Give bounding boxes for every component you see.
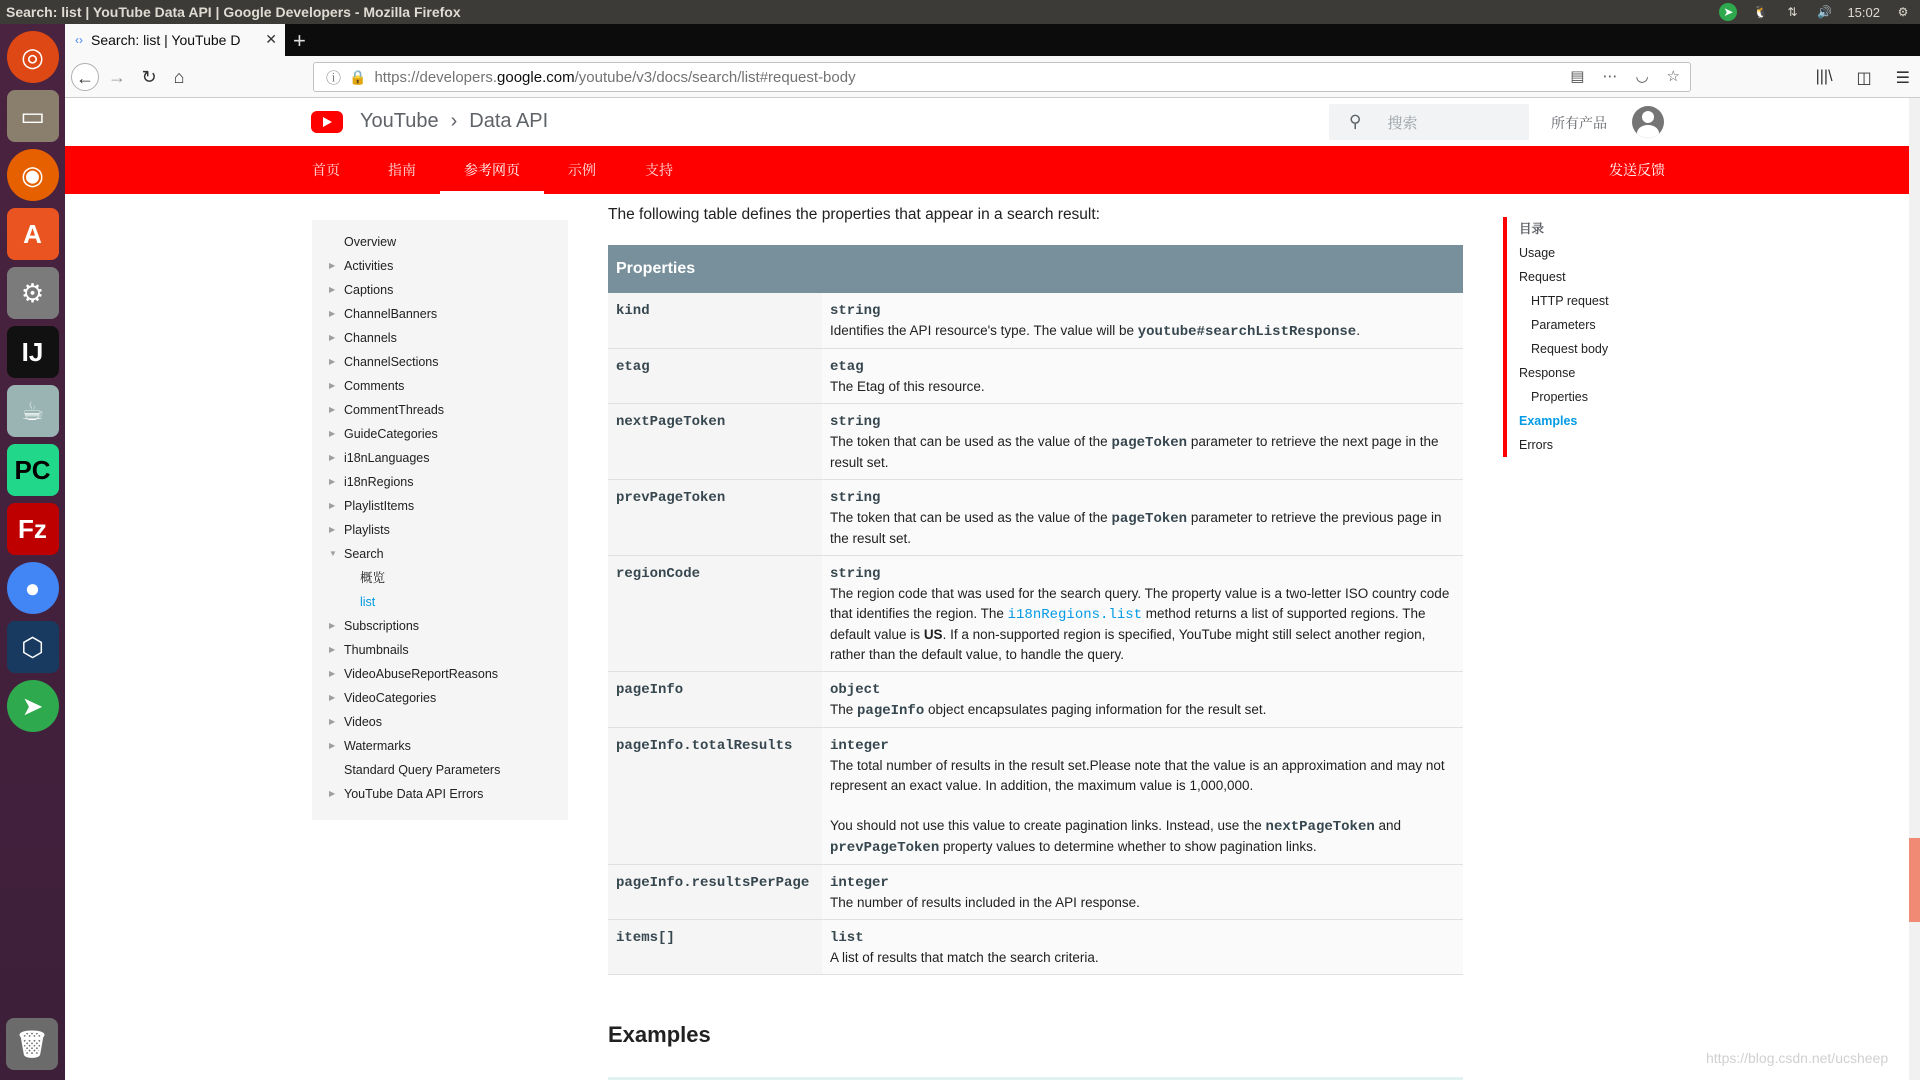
tab-guides[interactable]: 指南 xyxy=(388,162,416,178)
tab-reference[interactable]: 参考网页 xyxy=(440,146,544,194)
breadcrumb xyxy=(360,110,548,133)
property-type: etag xyxy=(830,359,864,375)
leftnav-item-thumbnails[interactable] xyxy=(312,638,568,662)
property-description xyxy=(822,293,1463,349)
library-icon[interactable]: |||\ xyxy=(1815,68,1833,85)
leftnav-label: VideoAbuseReportReasons xyxy=(344,667,499,681)
virtualbox-icon[interactable]: ⬡ xyxy=(7,621,59,673)
property-name: pageInfo.totalResults xyxy=(608,728,822,865)
toc-item-parameters[interactable]: Parameters xyxy=(1531,318,1596,332)
description-text: You should not use this value to create pagination links. Instead, use the xyxy=(830,818,1266,833)
close-tab-icon[interactable]: ✕ xyxy=(265,31,277,47)
description-text: The number of results included in the API response. xyxy=(830,895,1140,910)
i18nregions-list-link[interactable]: i18nRegions.list xyxy=(1007,607,1143,623)
leftnav-item-videocategories[interactable] xyxy=(312,686,568,710)
leftnav-label: Subscriptions xyxy=(344,619,420,633)
description-text: . xyxy=(1356,323,1360,338)
table-row xyxy=(608,728,1463,865)
code-value: nextPageToken xyxy=(1265,819,1375,835)
expand-arrow-icon: ▶ xyxy=(329,741,336,750)
youtube-logo-icon[interactable] xyxy=(311,111,343,133)
pycharm-icon[interactable]: PC xyxy=(7,444,59,496)
leftnav-label: VideoCategories xyxy=(344,691,437,705)
property-type: string xyxy=(830,490,881,506)
leftnav-item-channels[interactable] xyxy=(312,326,568,350)
property-type: list xyxy=(830,930,864,946)
leftnav-item-subscriptions[interactable] xyxy=(312,614,568,638)
settings-gear-icon[interactable]: ⚙ xyxy=(1897,5,1909,19)
expand-arrow-icon: ▶ xyxy=(329,717,336,726)
intro-text: The following table defines the properties that appear in a search result: xyxy=(608,206,1100,223)
description-text: Identifies the API resource's type. The value will be xyxy=(830,323,1138,338)
url-bar[interactable] xyxy=(313,62,1691,92)
toolbar-right xyxy=(1816,68,1910,88)
web-page xyxy=(65,98,1909,1080)
leftnav-label: Captions xyxy=(344,283,394,297)
leftnav-item-commentthreads[interactable] xyxy=(312,398,568,422)
property-type: object xyxy=(830,682,881,698)
site-tabs xyxy=(65,146,1909,194)
expand-arrow-icon: ▶ xyxy=(329,429,336,438)
filezilla-icon[interactable]: Fz xyxy=(7,503,59,555)
telegram-icon[interactable]: ➤ xyxy=(7,680,59,732)
property-name: kind xyxy=(608,293,822,349)
leftnav-label: Standard Query Parameters xyxy=(344,763,501,777)
account-avatar-icon[interactable] xyxy=(1632,106,1664,138)
table-row xyxy=(608,480,1463,556)
description-paragraph: The total number of results in the result set.Please note that the value is an approximation and may not represent an exact value. In addition, the maximum value is 1,000,000. xyxy=(830,758,1445,793)
code-value: prevPageToken xyxy=(830,840,940,856)
toc-item-usage[interactable]: Usage xyxy=(1519,246,1556,260)
all-products-link[interactable]: 所有产品 xyxy=(1551,115,1607,131)
sidebar-icon[interactable]: ◫ xyxy=(1856,70,1872,87)
leftnav-label: Playlists xyxy=(344,523,390,537)
brand-youtube[interactable]: YouTube xyxy=(360,110,439,132)
leftnav-item-watermarks[interactable] xyxy=(312,734,568,758)
volume-icon[interactable]: 🔊 xyxy=(1816,5,1832,19)
pocket-icon[interactable]: ◡ xyxy=(1635,68,1649,85)
properties-table xyxy=(608,245,1463,975)
trash-icon[interactable]: 🗑 xyxy=(6,1018,58,1070)
leftnav-label: Activities xyxy=(344,259,394,273)
table-header: Properties xyxy=(608,245,1463,293)
leftnav-label: i18nRegions xyxy=(344,475,414,489)
search-input[interactable] xyxy=(1329,104,1529,140)
leftnav-item-standard-query-parameters[interactable] xyxy=(312,758,568,782)
leftnav-item-search-list[interactable] xyxy=(312,590,568,614)
expand-arrow-icon: ▶ xyxy=(329,477,336,486)
description-text: property values to determine whether to show pagination links. xyxy=(939,839,1317,854)
leftnav-label: Overview xyxy=(344,235,397,249)
telegram-tray-icon[interactable]: ➤ xyxy=(1719,3,1737,21)
browser-chrome xyxy=(65,24,1920,98)
leftnav-label: Watermarks xyxy=(344,739,411,753)
leftnav-label: Search xyxy=(344,547,384,561)
reload-icon[interactable]: ↻ xyxy=(141,67,157,87)
code-value: youtube#searchListResponse xyxy=(1137,324,1357,340)
leftnav-label: i18nLanguages xyxy=(344,451,430,465)
expand-arrow-icon: ▶ xyxy=(329,693,336,702)
url-prefix: https://developers. xyxy=(374,68,498,86)
examples-heading: Examples xyxy=(608,1022,711,1047)
expand-arrow-icon: ▶ xyxy=(329,645,336,654)
ubuntu-dash-icon[interactable]: ◎ xyxy=(7,31,59,83)
search-placeholder: 搜索 xyxy=(1387,114,1418,132)
property-description xyxy=(822,349,1463,404)
leftnav-item-playlistitems[interactable] xyxy=(312,494,568,518)
leftnav-item-guidecategories[interactable] xyxy=(312,422,568,446)
home-icon[interactable]: ⌂ xyxy=(173,67,185,87)
url-bar-actions xyxy=(1570,67,1680,85)
property-type: string xyxy=(830,414,881,430)
description-text: . If a non-supported region is specified, YouTube might still select another region, rather than the default value, to handle the query. xyxy=(830,627,1426,662)
table-row xyxy=(608,349,1463,404)
window-title: Search: list | YouTube Data API | Google Developers - Mozilla Firefox xyxy=(6,4,461,20)
property-name: etag xyxy=(608,349,822,404)
system-top-bar xyxy=(0,0,1920,24)
chrome-icon[interactable]: ● xyxy=(7,562,59,614)
toc-item-request[interactable]: Request xyxy=(1519,270,1566,284)
tab-favicon-icon: ‹› xyxy=(75,33,83,47)
system-settings-icon[interactable]: ⚙ xyxy=(7,267,59,319)
description-text: parameter to retrieve the previous page in the result set. xyxy=(830,510,1442,546)
leftnav-item-search-overview[interactable] xyxy=(312,566,568,590)
property-type: integer xyxy=(830,738,889,754)
code-value: pageToken xyxy=(1111,435,1188,451)
table-row xyxy=(608,865,1463,920)
toc-item-errors[interactable]: Errors xyxy=(1519,438,1554,452)
toc-title: 目录 xyxy=(1519,222,1545,236)
property-name: prevPageToken xyxy=(608,480,822,556)
leftnav-item-channelsections[interactable] xyxy=(312,350,568,374)
reader-view-icon[interactable]: ▤ xyxy=(1570,68,1585,85)
watermark-text: https://blog.csdn.net/ucsheep xyxy=(1706,1050,1889,1066)
network-icon[interactable]: ⇅ xyxy=(1787,5,1798,19)
leftnav-item-i18nlanguages[interactable] xyxy=(312,446,568,470)
leftnav-item-comments[interactable] xyxy=(312,374,568,398)
tab-title: Search: list | YouTube D xyxy=(91,32,241,48)
description-text: and xyxy=(1374,818,1402,833)
tab-home[interactable]: 首页 xyxy=(312,162,340,178)
expand-arrow-icon: ▶ xyxy=(329,453,336,462)
description-text: The token that can be used as the value of the xyxy=(830,434,1112,449)
description-text: object encapsulates paging information for the result set. xyxy=(924,702,1267,717)
leftnav-label: list xyxy=(360,595,376,609)
code-value: pageInfo xyxy=(857,703,925,719)
leftnav-label: Thumbnails xyxy=(344,643,409,657)
description-text: The xyxy=(830,702,858,717)
leftnav-item-playlists[interactable] xyxy=(312,518,568,542)
forward-arrow-icon[interactable]: → xyxy=(108,67,126,87)
description-text: The token that can be used as the value of the xyxy=(830,510,1112,525)
tab-support[interactable]: 支持 xyxy=(645,162,673,178)
expand-arrow-icon: ▶ xyxy=(329,405,336,414)
tab-samples[interactable]: 示例 xyxy=(568,162,596,178)
property-description xyxy=(822,480,1463,556)
ubuntu-launcher xyxy=(0,24,65,1080)
property-name: regionCode xyxy=(608,556,822,672)
firefox-icon[interactable]: ◉ xyxy=(7,149,59,201)
table-row xyxy=(608,672,1463,728)
leftnav-item-search[interactable] xyxy=(312,542,568,566)
leftnav-label: 概览 xyxy=(360,571,386,585)
navigation-bar xyxy=(65,56,1920,98)
expand-arrow-icon: ▶ xyxy=(329,333,336,342)
property-description xyxy=(822,865,1463,920)
leftnav-label: YouTube Data API Errors xyxy=(344,787,484,801)
property-name: pageInfo xyxy=(608,672,822,728)
expand-arrow-icon: ▶ xyxy=(329,621,336,630)
collapse-arrow-icon: ▼ xyxy=(329,549,337,558)
expand-arrow-icon: ▶ xyxy=(329,309,336,318)
table-row xyxy=(608,293,1463,349)
jar-app-icon[interactable]: ☕ xyxy=(7,385,59,437)
leftnav-item-channelbanners[interactable] xyxy=(312,302,568,326)
url-path: /youtube/v3/docs/search/list#request-body xyxy=(574,68,856,86)
property-description xyxy=(822,920,1463,975)
new-tab-icon[interactable]: + xyxy=(293,28,306,53)
leftnav-label: GuideCategories xyxy=(344,427,438,441)
table-of-contents xyxy=(1503,217,1703,457)
expand-arrow-icon: ▶ xyxy=(329,525,336,534)
menu-icon[interactable]: ☰ xyxy=(1895,70,1910,87)
table-row xyxy=(608,920,1463,975)
leftnav-label: CommentThreads xyxy=(344,403,445,417)
site-header xyxy=(65,98,1909,146)
linux-tray-icon[interactable]: 🐧 xyxy=(1752,5,1768,19)
toc-item-properties[interactable]: Properties xyxy=(1531,390,1588,404)
leftnav-item-videos[interactable] xyxy=(312,710,568,734)
page-scrollbar[interactable] xyxy=(1909,98,1920,1080)
leftnav-label: Channels xyxy=(344,331,397,345)
property-name: items[] xyxy=(608,920,822,975)
leftnav-label: PlaylistItems xyxy=(344,499,415,513)
left-navigation xyxy=(312,220,568,820)
description-text: The region code that was used for the search query. The property value is a two-letter ISO country code that identifies the region. The xyxy=(830,586,1450,621)
info-icon[interactable]: ⓘ xyxy=(326,69,342,87)
system-tray xyxy=(1719,0,1912,24)
files-icon[interactable]: ▭ xyxy=(7,90,59,142)
leftnav-label: ChannelBanners xyxy=(344,307,438,321)
expand-arrow-icon: ▶ xyxy=(329,357,336,366)
leftnav-item-videoabusereportreasons[interactable] xyxy=(312,662,568,686)
lock-icon[interactable]: 🔒 xyxy=(349,68,367,85)
default-value: US xyxy=(923,627,943,642)
leftnav-item-i18nregions[interactable] xyxy=(312,470,568,494)
property-type: integer xyxy=(830,875,889,891)
toc-item-response[interactable]: Response xyxy=(1519,366,1576,380)
send-feedback-button[interactable]: 发送反馈 xyxy=(1609,162,1665,178)
leftnav-item-captions[interactable] xyxy=(312,278,568,302)
expand-arrow-icon: ▶ xyxy=(329,261,336,270)
search-icon[interactable]: ⚲ xyxy=(1349,112,1362,131)
table-row xyxy=(608,404,1463,480)
chevron-right-icon: › xyxy=(450,110,458,132)
description-text: method returns a list of supported regions. The default value is xyxy=(830,606,1426,642)
back-arrow-icon[interactable]: ← xyxy=(71,63,99,91)
tab-strip xyxy=(65,24,1920,56)
leftnav-item-overview[interactable] xyxy=(312,230,568,254)
description-text: A list of results that match the search criteria. xyxy=(830,950,1099,965)
description-text: parameter to retrieve the next page in the result set. xyxy=(830,434,1439,470)
page-actions-icon[interactable]: ⋯ xyxy=(1602,68,1618,85)
url-host: google.com xyxy=(497,68,575,86)
property-type: string xyxy=(830,566,881,582)
clock[interactable]: 15:02 xyxy=(1847,4,1880,20)
expand-arrow-icon: ▶ xyxy=(329,381,336,390)
browser-tab[interactable] xyxy=(65,24,285,56)
leftnav-label: ChannelSections xyxy=(344,355,439,369)
software-center-icon[interactable]: A xyxy=(7,208,59,260)
property-description xyxy=(822,728,1463,865)
leftnav-item-activities[interactable] xyxy=(312,254,568,278)
bookmark-star-icon[interactable]: ☆ xyxy=(1666,68,1680,85)
url-text xyxy=(374,69,855,86)
scrollbar-thumb[interactable] xyxy=(1909,838,1920,922)
leftnav-item-api-errors[interactable] xyxy=(312,782,568,806)
table-row xyxy=(608,556,1463,672)
property-description xyxy=(822,672,1463,728)
expand-arrow-icon: ▶ xyxy=(329,501,336,510)
description-text: The Etag of this resource. xyxy=(830,379,985,394)
expand-arrow-icon: ▶ xyxy=(329,789,336,798)
property-description xyxy=(822,556,1463,672)
expand-arrow-icon: ▶ xyxy=(329,285,336,294)
intellij-idea-icon[interactable]: IJ xyxy=(7,326,59,378)
property-name: pageInfo.resultsPerPage xyxy=(608,865,822,920)
toc-item-request-body[interactable]: Request body xyxy=(1531,342,1609,356)
toc-item-examples[interactable]: Examples xyxy=(1519,414,1578,428)
code-value: pageToken xyxy=(1111,511,1188,527)
brand-product[interactable]: Data API xyxy=(469,110,549,132)
description-paragraph xyxy=(830,816,1455,858)
leftnav-label: Comments xyxy=(344,379,405,393)
expand-arrow-icon: ▶ xyxy=(329,669,336,678)
property-name: nextPageToken xyxy=(608,404,822,480)
leftnav-label: Videos xyxy=(344,715,382,729)
property-description xyxy=(822,404,1463,480)
table-header-row xyxy=(608,245,1463,293)
property-type: string xyxy=(830,303,881,319)
toc-item-http-request[interactable]: HTTP request xyxy=(1531,294,1609,308)
